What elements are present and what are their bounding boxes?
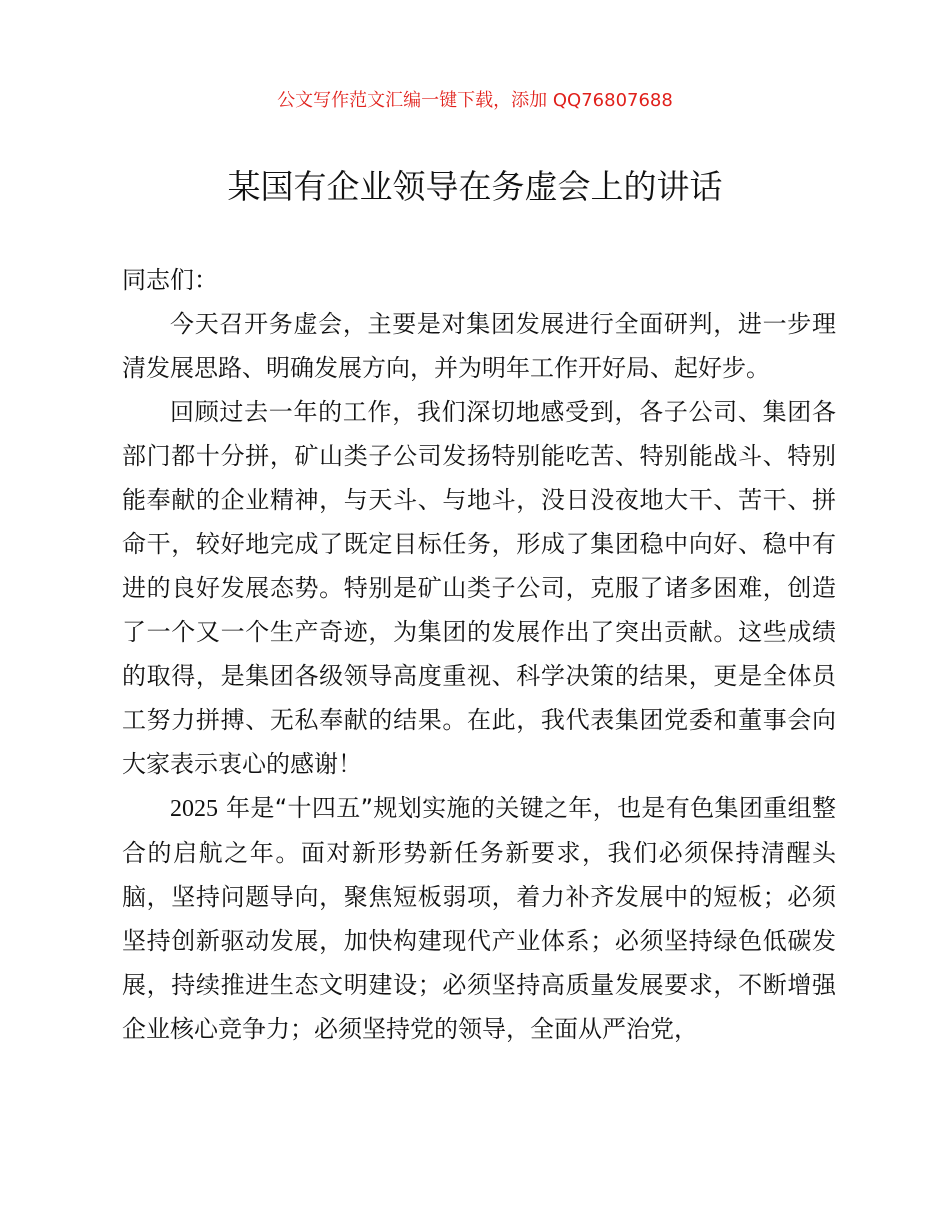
paragraph-1: 今天召开务虚会，主要是对集团发展进行全面研判，进一步理清发展思路、明确发展方向，并为明年工作开好局、起好步。 [122,310,836,382]
page-title: 某国有企业领导在务虚会上的讲话 [227,167,723,206]
paragraph-3-text: 年是“十四五”规划实施的关键之年，也是有色集团重组整合的启航之年。面对新形势新任务新要求，我们必须保持清醒头脑，坚持问题导向，聚焦短板弱项，着力补齐发展中的短板；必须坚持创新驱动发展，加快构建现代产业体系；必须坚持绿色低碳发展，持续推进生态文明建设；必须坚持高质量发展要求，不断增强企业核心竞争力；必须坚持党的领导，全面从严治党， [122,794,836,1043]
salutation: 同志们： [122,266,218,294]
paragraph-2: 回顾过去一年的工作，我们深切地感受到，各子公司、集团各部门都十分拼，矿山类子公司发扬特别能吃苦、特别能战斗、特别能奉献的企业精神，与天斗、与地斗，没日没夜地大干、苦干、拼命干，较好地完成了既定目标任务，形成了集团稳中向好、稳中有进的良好发展态势。特别是矿山类子公司，克服了诸多困难，创造了一个又一个生产奇迹，为集团的发展作出了突出贡献。这些成绩的取得，是集团各级领导高度重视、科学决策的结果，更是全体员工努力拼搏、无私奉献的结果。在此，我代表集团党委和董事会向大家表示衷心的感谢！ [122,398,836,778]
paragraph-3 [122,786,836,1051]
year-number: 2025 [170,796,218,822]
speech-body [122,258,836,1051]
download-banner: 公文写作范文汇编一键下载，添加 QQ76807688 [277,90,673,111]
